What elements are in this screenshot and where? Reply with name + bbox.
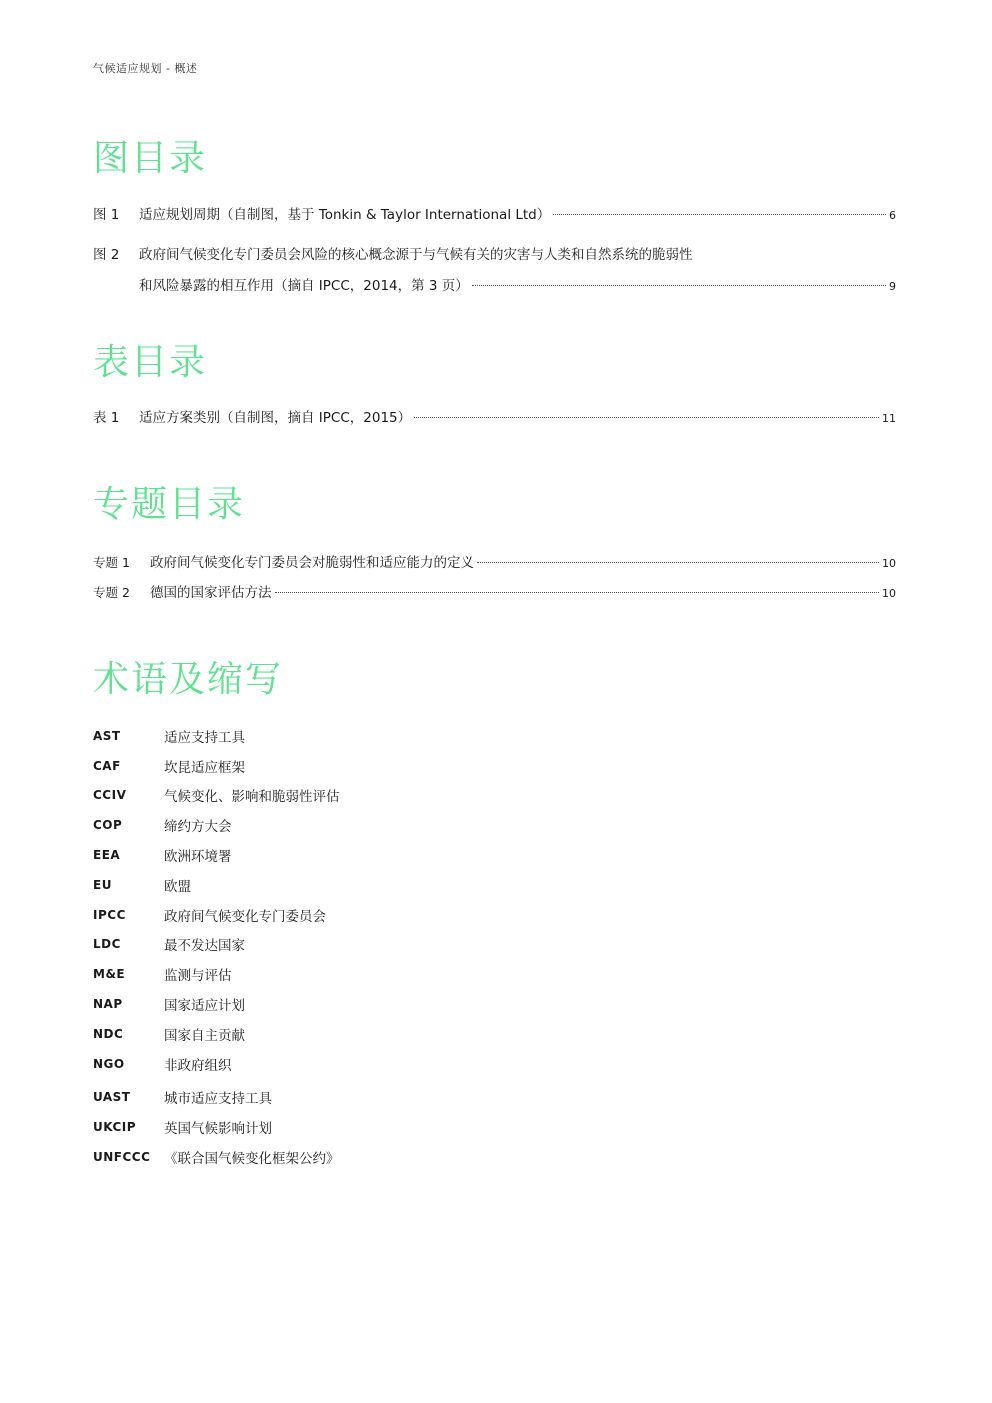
glossary-item [93, 1083, 793, 1113]
glossary-item [93, 930, 793, 960]
glossary-abbr: EU [93, 877, 112, 892]
toc-page-number: 11 [882, 412, 896, 425]
toc-text: 德国的国家评估方法 [150, 585, 272, 601]
toc-page-number: 6 [889, 209, 896, 222]
glossary-abbr: IPCC [93, 907, 126, 922]
toc-text-line-1: 政府间气候变化专门委员会风险的核心概念源于与气候有关的灾害与人类和自然系统的脆弱性 [139, 247, 693, 263]
glossary-item [93, 840, 793, 870]
glossary-item [93, 751, 793, 781]
glossary-abbr: UNFCCC [93, 1150, 151, 1165]
glossary-item [93, 959, 793, 989]
glossary-abbr: LDC [93, 937, 121, 952]
dot-leader [477, 562, 879, 563]
glossary-abbr: EEA [93, 848, 121, 863]
toc-text-line-2: 和风险暴露的相互作用（摘自 IPCC，2014，第 3 页） [139, 278, 469, 294]
glossary-definition: 坎昆适应框架 [164, 759, 245, 776]
toc-label: 图 2 [93, 247, 120, 263]
glossary-item [93, 1142, 793, 1172]
glossary-abbr: NDC [93, 1026, 124, 1041]
toc-page-number: 9 [889, 280, 896, 293]
glossary-item [93, 1019, 793, 1049]
tables-title: 表目录 [93, 342, 208, 383]
glossary-definition: 适应支持工具 [164, 729, 245, 746]
glossary-title: 术语及缩写 [93, 659, 284, 700]
toc-label: 专题 2 [93, 585, 130, 600]
dot-leader [414, 417, 879, 418]
glossary-definition: 城市适应支持工具 [164, 1091, 272, 1108]
toc-label: 专题 1 [93, 555, 130, 570]
toc-entry-figure-1[interactable] [93, 200, 896, 231]
glossary-item [93, 781, 793, 811]
toc-text: 适应方案类别（自制图，摘自 IPCC，2015） [139, 410, 412, 426]
glossary-item [93, 989, 793, 1019]
glossary-definition: 国家适应计划 [164, 998, 245, 1015]
glossary-item [93, 900, 793, 930]
glossary-item [93, 870, 793, 900]
glossary-definition: 最不发达国家 [164, 938, 245, 955]
glossary-abbr: CCIV [93, 788, 127, 803]
glossary-definition: 政府间气候变化专门委员会 [164, 908, 326, 925]
glossary-definition: 英国气候影响计划 [164, 1121, 272, 1138]
glossary-definition: 欧洲环境署 [164, 849, 232, 866]
figures-title: 图目录 [93, 138, 208, 179]
glossary-abbr: UAST [93, 1090, 131, 1105]
glossary-abbr: AST [93, 728, 121, 743]
toc-page-number: 10 [882, 557, 896, 570]
glossary-abbr: UKCIP [93, 1120, 137, 1135]
boxes-title: 专题目录 [93, 484, 246, 525]
toc-text: 政府间气候变化专门委员会对脆弱性和适应能力的定义 [150, 555, 474, 571]
toc-entry-figure-2[interactable] [93, 240, 896, 302]
toc-label: 表 1 [93, 410, 120, 426]
toc-page-number: 10 [882, 587, 896, 600]
dot-leader [275, 592, 880, 593]
glossary-item [93, 1112, 793, 1142]
glossary-item [93, 810, 793, 840]
glossary-definition: 缔约方大会 [164, 819, 232, 836]
toc-text: 适应规划周期（自制图，基于 Tonkin & Taylor International Ltd） [139, 207, 551, 223]
glossary-definition: 《联合国气候变化框架公约》 [164, 1151, 340, 1168]
glossary-abbr: CAF [93, 758, 121, 773]
glossary-item [93, 721, 793, 751]
glossary-abbr: NAP [93, 997, 123, 1012]
toc-entry-box-1[interactable] [93, 547, 896, 579]
glossary-definition: 气候变化、影响和脆弱性评估 [164, 789, 340, 806]
glossary-abbr: NGO [93, 1056, 125, 1071]
dot-leader [472, 285, 886, 286]
dot-leader [553, 214, 886, 215]
glossary-definition: 欧盟 [164, 878, 191, 895]
running-header: 气候适应规划 - 概述 [93, 62, 198, 75]
toc-label: 图 1 [93, 207, 120, 223]
toc-entry-box-2[interactable] [93, 577, 896, 609]
glossary-definition: 监测与评估 [164, 968, 232, 985]
glossary-definition: 非政府组织 [164, 1057, 232, 1074]
glossary-item [93, 1049, 793, 1079]
glossary-definition: 国家自主贡献 [164, 1027, 245, 1044]
glossary-abbr: COP [93, 818, 123, 833]
glossary-abbr: M&E [93, 967, 126, 982]
toc-entry-table-1[interactable] [93, 403, 896, 434]
glossary-list [93, 721, 793, 1172]
